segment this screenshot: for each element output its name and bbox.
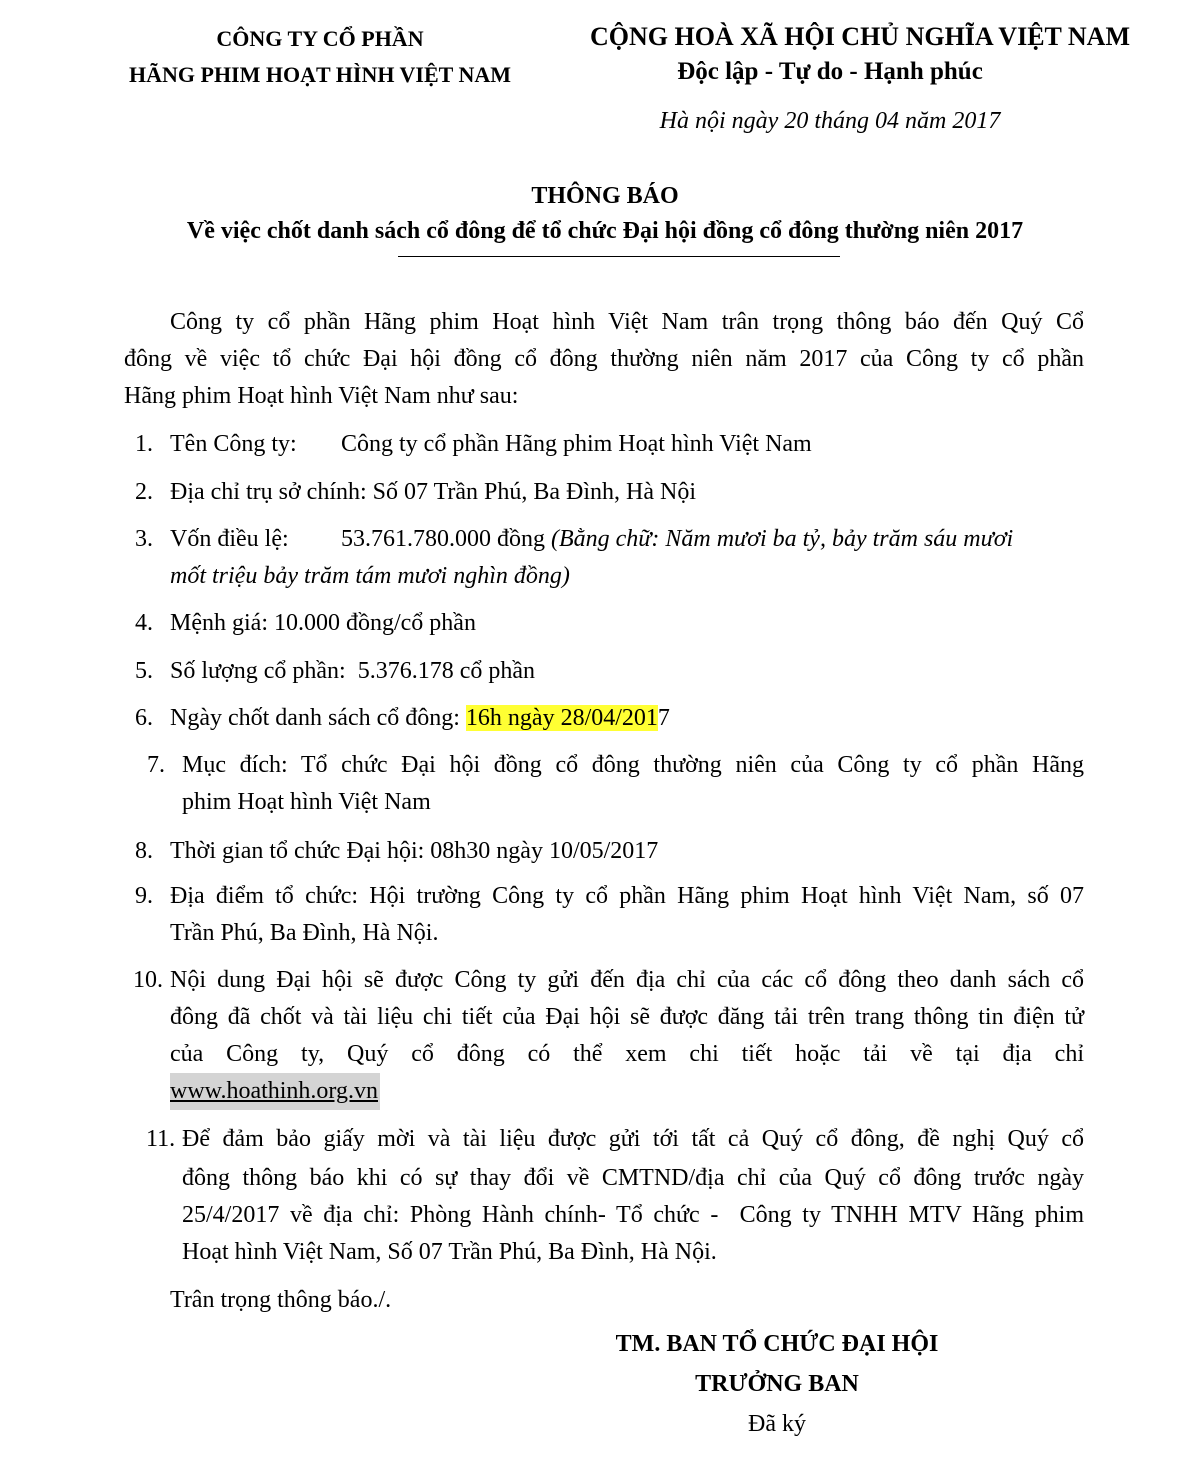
item-number-9: 9. — [135, 883, 153, 909]
item-9-line-2: Trần Phú, Ba Đình, Hà Nội. — [170, 920, 439, 946]
item-7-line-2: phim Hoạt hình Việt Nam — [182, 789, 431, 815]
intro-line-3: Hãng phim Hoạt hình Việt Nam như sau: — [124, 383, 519, 409]
item-number-5: 5. — [135, 658, 153, 684]
nation-title: CỘNG HOÀ XÃ HỘI CHỦ NGHĨA VIỆT NAM — [589, 22, 1131, 51]
item-number-1: 1. — [135, 431, 153, 457]
website-link[interactable]: www.hoathinh.org.vn — [170, 1073, 380, 1110]
item-3-words-1: (Bằng chữ: Năm mươi ba tỷ, bảy trăm sáu mươi — [551, 526, 1014, 552]
item-number-10: 10. — [133, 967, 163, 993]
document-title: THÔNG BÁO — [531, 183, 679, 209]
item-11-line-3: 25/4/2017 về địa chỉ: Phòng Hành chính- Tổ chức - Công ty TNHH MTV Hãng phim — [182, 1202, 1084, 1228]
item-3-label: Vốn điều lệ: — [170, 526, 289, 552]
title-underline — [398, 256, 840, 257]
item-number-2: 2. — [135, 479, 153, 505]
item-number-7: 7. — [147, 752, 165, 778]
national-motto: Độc lập - Tự do - Hạnh phúc — [677, 58, 983, 85]
record-date-highlight: 16h ngày 28/04/201 — [465, 705, 658, 731]
item-10-line-3: của Công ty, Quý cổ đông có thể xem chi tiết hoặc tải về tại địa chỉ — [170, 1041, 1084, 1067]
item-number-8: 8. — [135, 838, 153, 864]
item-3-value: 53.761.780.000 đồng — [341, 526, 545, 552]
item-10-line-1: Nội dung Đại hội sẽ được Công ty gửi đến địa chỉ của các cổ đông theo danh sách cổ — [170, 967, 1084, 993]
company-name-line-2: HÃNG PHIM HOẠT HÌNH VIỆT NAM — [129, 62, 511, 87]
item-number-3: 3. — [135, 526, 153, 552]
item-number-6: 6. — [135, 705, 153, 731]
item-6-line — [170, 700, 670, 737]
intro-line-2: đông về việc tổ chức Đại hội đồng cổ đông thường niên năm 2017 của Công ty cổ phần — [124, 346, 1084, 372]
closing-line: Trân trọng thông báo./. — [170, 1287, 392, 1313]
item-1-value: Công ty cổ phần Hãng phim Hoạt hình Việt Nam — [341, 431, 812, 457]
item-9-line-1: Địa điểm tổ chức: Hội trường Công ty cổ phần Hãng phim Hoạt hình Việt Nam, số 07 — [170, 883, 1084, 909]
item-5-text: Số lượng cổ phần: 5.376.178 cổ phần — [170, 658, 535, 684]
document-subtitle: Về việc chốt danh sách cổ đông để tổ chức Đại hội đồng cổ đông thường niên 2017 — [186, 218, 1024, 244]
signed-note: Đã ký — [748, 1411, 806, 1437]
item-11-line-2: đông thông báo khi có sự thay đổi về CMTND/địa chỉ của Quý cổ đông trước ngày — [182, 1165, 1084, 1191]
item-7-line-1: Mục đích: Tổ chức Đại hội đồng cổ đông thường niên của Công ty cổ phần Hãng — [182, 752, 1084, 778]
signature-title: TM. BAN TỔ CHỨC ĐẠI HỘI — [615, 1331, 939, 1357]
item-number-11: 11. — [146, 1126, 176, 1152]
item-6-tail: 7 — [657, 705, 670, 731]
signature-position: TRƯỞNG BAN — [695, 1371, 859, 1397]
item-1-label: Tên Công ty: — [170, 431, 297, 457]
item-3-words-2: mốt triệu bảy trăm tám mươi nghìn đồng) — [170, 563, 570, 589]
item-11-line-4: Hoạt hình Việt Nam, Số 07 Trần Phú, Ba Đình, Hà Nội. — [182, 1239, 717, 1265]
intro-line-1: Công ty cổ phần Hãng phim Hoạt hình Việt Nam trân trọng thông báo đến Quý Cổ — [170, 309, 1084, 335]
document-date: Hà nội ngày 20 tháng 04 năm 2017 — [659, 108, 1001, 134]
item-11-line-1: Để đảm bảo giấy mời và tài liệu được gửi tới tất cả Quý cổ đông, đề nghị Quý cổ — [182, 1126, 1084, 1152]
item-3-line-1 — [341, 521, 1084, 558]
item-10-line-2: đông đã chốt và tài liệu chi tiết của Đại hội sẽ được đăng tải trên trang thông tin điện tử — [170, 1004, 1084, 1030]
item-2-text: Địa chỉ trụ sở chính: Số 07 Trần Phú, Ba Đình, Hà Nội — [170, 479, 697, 505]
company-name-line-1: CÔNG TY CỔ PHẦN — [216, 26, 424, 51]
item-4-text: Mệnh giá: 10.000 đồng/cổ phần — [170, 610, 476, 636]
item-6-label: Ngày chốt danh sách cổ đông: — [170, 705, 466, 731]
item-number-4: 4. — [135, 610, 153, 636]
item-8-text: Thời gian tổ chức Đại hội: 08h30 ngày 10/05/2017 — [170, 838, 659, 864]
